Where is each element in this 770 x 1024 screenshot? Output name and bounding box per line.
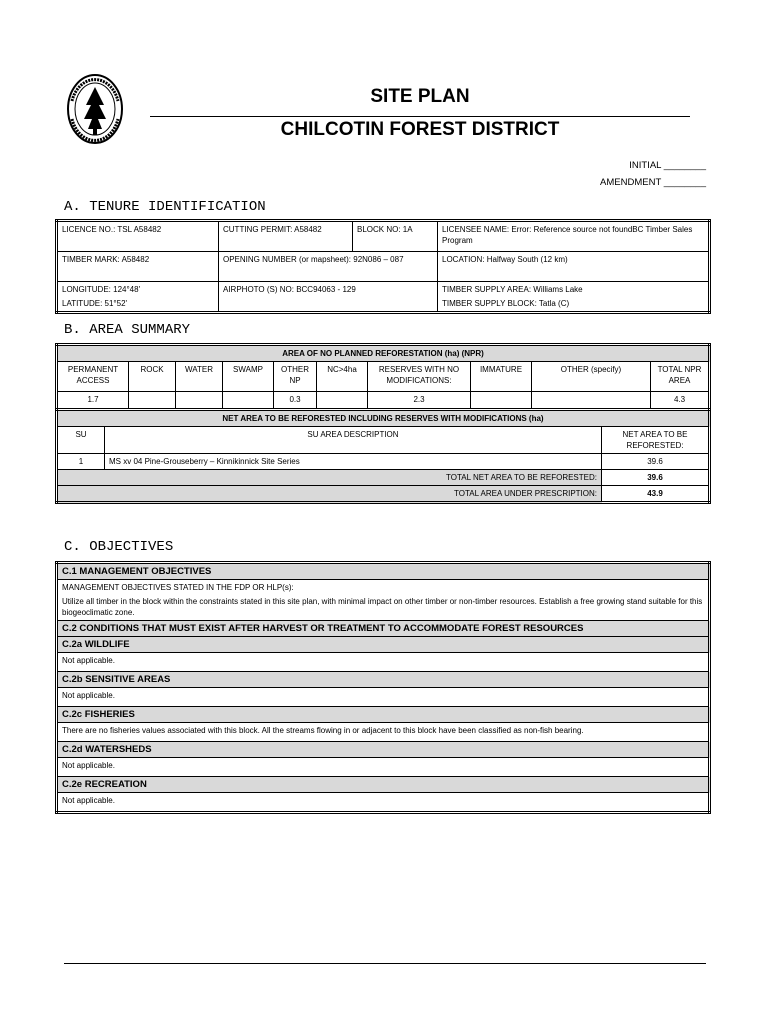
npr-value-water bbox=[176, 392, 223, 410]
forest-service-logo bbox=[66, 73, 124, 145]
c1-body bbox=[57, 580, 710, 621]
c1-subtitle: MANAGEMENT OBJECTIVES STATED IN THE FDP OR HLP(s): bbox=[62, 583, 294, 592]
section-c-heading: C. OBJECTIVES bbox=[64, 539, 174, 555]
npr-value-total: 4.3 bbox=[651, 392, 710, 410]
npr-value-nc4ha bbox=[317, 392, 368, 410]
c2b-title: C.2b SENSITIVE AREAS bbox=[57, 672, 710, 688]
npr-value-rock bbox=[129, 392, 176, 410]
npr-value-immature bbox=[471, 392, 532, 410]
npr-value-other-specify bbox=[532, 392, 651, 410]
c1-title: C.1 MANAGEMENT OBJECTIVES bbox=[57, 563, 710, 580]
npr-value-swamp bbox=[223, 392, 274, 410]
area-summary-wrap bbox=[55, 343, 711, 504]
net-area-title: NET AREA TO BE REFORESTED INCLUDING RESERVES WITH MODIFICATIONS (ha) bbox=[57, 410, 710, 427]
c2d-text: Not applicable. bbox=[57, 758, 710, 777]
npr-header-water: WATER bbox=[176, 362, 223, 392]
npr-value-other-np: 0.3 bbox=[274, 392, 317, 410]
su-row-number: 1 bbox=[57, 454, 105, 470]
cutting-permit-cell: CUTTING PERMIT: A58482 bbox=[219, 221, 353, 252]
block-no-cell: BLOCK NO: 1A bbox=[353, 221, 438, 252]
c2a-text: Not applicable. bbox=[57, 653, 710, 672]
airphoto-cell: AIRPHOTO (S) NO: BCC94063 - 129 bbox=[219, 282, 438, 313]
section-a-heading: A. TENURE IDENTIFICATION bbox=[64, 199, 266, 215]
page-subtitle: CHILCOTIN FOREST DISTRICT bbox=[280, 119, 560, 140]
npr-header-reserves: RESERVES WITH NO MODIFICATIONS: bbox=[368, 362, 471, 392]
section-b-heading: B. AREA SUMMARY bbox=[64, 322, 191, 338]
opening-number-cell: OPENING NUMBER (or mapsheet): 92N086 – 087 bbox=[219, 252, 438, 282]
title-divider bbox=[150, 116, 690, 117]
npr-header-total: TOTAL NPR AREA bbox=[651, 362, 710, 392]
npr-header-swamp: SWAMP bbox=[223, 362, 274, 392]
timber-supply-block: TIMBER SUPPLY BLOCK: Tatla (C) bbox=[442, 299, 570, 308]
net-area-header: NET AREA TO BE REFORESTED: bbox=[602, 427, 710, 454]
c2b-text: Not applicable. bbox=[57, 688, 710, 707]
timber-mark-cell: TIMBER MARK: A58482 bbox=[57, 252, 219, 282]
su-desc-header: SU AREA DESCRIPTION bbox=[105, 427, 602, 454]
su-row-area: 39.6 bbox=[602, 454, 710, 470]
objectives-wrap bbox=[55, 561, 711, 814]
total-area-value: 43.9 bbox=[602, 486, 710, 503]
npr-header-other-specify: OTHER (specify) bbox=[532, 362, 651, 392]
npr-header-other-np: OTHER NP bbox=[274, 362, 317, 392]
npr-header-immature: IMMATURE bbox=[471, 362, 532, 392]
npr-table bbox=[55, 343, 711, 411]
c2d-title: C.2d WATERSHEDS bbox=[57, 742, 710, 758]
c2e-text: Not applicable. bbox=[57, 793, 710, 813]
total-net-label: TOTAL NET AREA TO BE REFORESTED: bbox=[57, 470, 602, 486]
page-title: SITE PLAN bbox=[370, 86, 470, 107]
total-area-label: TOTAL AREA UNDER PRESCRIPTION: bbox=[57, 486, 602, 503]
location-cell: LOCATION: Halfway South (12 km) bbox=[438, 252, 710, 282]
c2e-title: C.2e RECREATION bbox=[57, 777, 710, 793]
longitude: LONGITUDE: 124°48' bbox=[62, 285, 141, 294]
objectives-table bbox=[55, 561, 711, 814]
c2-title: C.2 CONDITIONS THAT MUST EXIST AFTER HARVEST OR TREATMENT TO ACCOMMODATE FOREST RESOURCES bbox=[57, 621, 710, 637]
c2c-title: C.2c FISHERIES bbox=[57, 707, 710, 723]
c2c-text: There are no fisheries values associated with this block. All the streams flowing in or adjacent to this block have been classified as non-fish bearing. bbox=[57, 723, 710, 742]
su-header: SU bbox=[57, 427, 105, 454]
net-area-table bbox=[55, 408, 711, 504]
npr-header-rock: ROCK bbox=[129, 362, 176, 392]
c1-text: Utilize all timber in the block within the constraints stated in this site plan, with minimal impact on other timber or non-timber resources. Establish a free growing stand suitable for this biogeoclimatic zone. bbox=[62, 597, 703, 617]
tenure-table-wrap bbox=[55, 219, 711, 314]
npr-title: AREA OF NO PLANNED REFORESTATION (ha) (NPR) bbox=[57, 345, 710, 362]
total-net-value: 39.6 bbox=[602, 470, 710, 486]
npr-value-reserves: 2.3 bbox=[368, 392, 471, 410]
licence-cell: LICENCE NO.: TSL A58482 bbox=[57, 221, 219, 252]
latitude: LATITUDE: 51°52' bbox=[62, 299, 128, 308]
npr-value-permanent-access: 1.7 bbox=[57, 392, 129, 410]
timber-supply-area: TIMBER SUPPLY AREA: Williams Lake bbox=[442, 285, 583, 294]
footer-rule bbox=[64, 963, 706, 964]
amendment-field[interactable]: AMENDMENT ________ bbox=[600, 177, 706, 188]
npr-header-permanent-access: PERMANENT ACCESS bbox=[57, 362, 129, 392]
licensee-cell: LICENSEE NAME: Error: Reference source not foundBC Timber Sales Program bbox=[438, 221, 710, 252]
tenure-table bbox=[55, 219, 711, 314]
c2a-title: C.2a WILDLIFE bbox=[57, 637, 710, 653]
su-row-description: MS xv 04 Pine-Grouseberry – Kinnikinnick Site Series bbox=[105, 454, 602, 470]
timber-supply-cell bbox=[438, 282, 710, 313]
initial-field[interactable]: INITIAL ________ bbox=[629, 160, 706, 171]
npr-header-nc4ha: NC>4ha bbox=[317, 362, 368, 392]
coords-cell bbox=[57, 282, 219, 313]
